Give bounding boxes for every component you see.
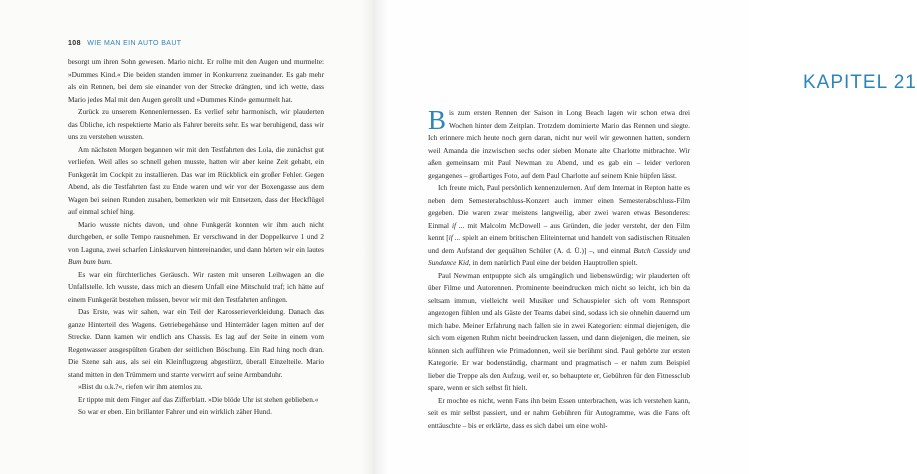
text-run: »Bist du o.k.?«, riefen wir ihm atemlos zu. (78, 382, 203, 391)
paragraph (68, 219, 324, 269)
paragraph (68, 394, 324, 407)
italic-text: if ... (448, 233, 461, 242)
running-head (68, 40, 181, 47)
italic-text: if ... (452, 220, 465, 230)
paragraph (68, 144, 324, 219)
text-run: Er mochte es nicht, wenn Fans ihn beim Essen unterbrachen, was ich verstehen kann, seit es mir selbst passiert, und er nahm Gebühren für Autogramme, was die Fans oft enttäuschte – bis er erklärte, dass es sich dabei um eine wohl- (428, 395, 690, 430)
text-run: Das Erste, was wir sahen, war ein Teil der Karosserieverkleidung. Danach das ganze Hinterteil des Wagens. Getriebegehäuse und Hinterräder lagen mitten auf der Strecke. Dann kamen wir endlich ans Chassis. Es lag auf der Seite in einem vom Regenwasser ausgespülten Graben der seitlichen Böschung. Ein Rad hing noch dran. Die Szene sah aus, als sei ein Kleinflugzeug abgestürzt, überall Einzelteile. Mario stand mitten in den Trümmern und starrte verwirrt auf seine Armbanduhr. (68, 307, 324, 379)
text-run: Es war ein fürchterliches Geräusch. Wir rasten mit unseren Leihwagen an die Unfallstelle. Ich wusste, dass mich an diesem Unfall eine Mitschuld traf; ich hätte auf einem Funkgerät bestehen müssen, bevor wir mit den Testfahrten anfingen. (68, 269, 324, 304)
text-run: besorgt um ihren Sohn gewesen. Mario nicht. Er rollte mit den Augen und murmelte: »Dummes Kind.« Die beiden standen immer in Konkurrenz zueinander. Es gab mehr als ein Rennen, bei dem sie einander von der Strecke drängten, und ich wette, dass Mario jedes Mal mit den Augen gerollt und »Dummes Kind« gemurmelt hat. (68, 57, 324, 104)
text-run: , in dem natürlich Paul eine der beiden Hauptrollen spielt. (468, 258, 638, 267)
left-page (0, 0, 375, 474)
text-run: . (110, 257, 112, 266)
text-run: is zum ersten Rennen der Saison in Long Beach lagen wir schon etwa drei Wochen hinter dem Zeitplan. Trotzdem dominierte Mario das Rennen und siegte. Ich erinnere mich heute noch gern daran, nicht nur weil wir gewonnen hatten, sondern weil Amanda die inzwischen sechs oder sieben Monate alte Charlotte mitbrachte. Wir aßen gemeinsam mit Paul Newman zu Abend, und es gab ein – leider verloren gegangenes – großartiges Foto, auf dem Paul Charlotte auf seinem Knie hüpfen lässt. (428, 108, 690, 180)
book-gutter (362, 0, 388, 474)
paragraph (68, 306, 324, 381)
text-run: mit Malcolm McDowell – aus Gründen, die jeder versteht, der den Film kennt [ (428, 220, 690, 242)
paragraph (428, 395, 690, 433)
paragraph (68, 381, 324, 394)
drop-cap: B (428, 105, 447, 135)
text-run: Paul Newman entpuppte sich als umgänglich und liebenswürdig; wir plauderten oft über Filme und Autorennen. Prominente beeindrucken mich nicht so leicht, ich bin da seltsam immun, vielleicht weil Musiker und Schauspieler sich oft vom Rennsport angezogen fühlen und als Gäste der Teams dabei sind, sodass ich sie ohnehin dauernd um mich habe. Meiner Erfahrung nach fallen sie in zwei Kategorien: einmal diejenigen, die sich vom eigenen Ruhm nicht beeindrucken lassen, und dann diejenigen, die meinen, sie können sich aufführen wie Primadonnen, weil sie berühmt sind. Paul gehörte zur ersten Kategorie. Er war bodenständig, charmant und pragmatisch – er nahm zum Beispiel lieber die Treppe als den Aufzug, weil er, so behauptete er, Gebühren für den Fitnessclub spare, wenn er sich selbst fit hielt. (428, 270, 690, 392)
running-head-title: WIE MAN EIN AUTO BAUT (87, 40, 182, 47)
text-run: Ich freute mich, Paul persönlich kennenzulernen. Auf dem Internat in Repton hatte es neben dem Semesterabschluss-Konzert auch immer einen Semesterabschluss-Film gegeben. Die waren zwar meistens langweilig, aber zwei waren etwas Besonderes: Einmal (428, 183, 690, 230)
italic-text: Bum bum bum (68, 257, 111, 266)
italic-text: Butch Cassidy und Sundance Kid (428, 245, 690, 267)
text-run: Er tippte mit dem Finger auf das Zifferblatt. »Die blöde Uhr ist stehen geblieben.« (78, 394, 319, 404)
left-body-text (68, 56, 324, 419)
chapter-heading: KAPITEL 21 (803, 72, 917, 93)
page-number: 108 (68, 40, 81, 47)
right-page (375, 0, 917, 474)
paragraph (68, 56, 324, 106)
text-run: spielt an einem britischen Eliteinternat und handelt von sadistischen Ritualen und dem Aufstand der gequälten Schüler (A. d. Ü.)] –, und einmal (428, 233, 690, 255)
paragraph (428, 270, 690, 395)
paragraph (428, 107, 690, 182)
text-run: Mario wusste nichts davon, und ohne Funkgerät konnten wir ihm auch nicht durchgeben, er solle Tempo rausnehmen. Er verschwand in der Doppelkurve 1 und 2 von Laguna, zwei scharfen Linkskurven hintereinander, und dann hörten wir ein lautes (68, 219, 324, 254)
paragraph (428, 182, 690, 270)
text-run: So war er eben. Ein brillanter Fahrer und ein wirklich zäher Hund. (78, 407, 272, 416)
text-run: Zurück zu unserem Kennenlernessen. Es verlief sehr harmonisch, wir plauderten das Übliche, ich respektierte Mario als Fahrer bereits sehr. Es war beruhigend, dass wir uns zu verstehen wussten. (68, 107, 324, 141)
right-body-text (428, 107, 690, 432)
paragraph (68, 106, 324, 144)
text-run: Am nächsten Morgen begannen wir mit den Testfahrten des Lola, die zunächst gut verliefen. Weil alles so schnell gehen musste, hatten wir aber keine Zeit gehabt, ein Funkgerät im Cockpit zu installieren. Das war im Rückblick ein großer Fehler. Gegen Abend, als die Testfahrten fast zu Ende waren und wir vor der Boxengasse aus dem Wagen bei seinen Runden zusahen, bemerkten wir mit Entsetzen, dass der Heckflügel auf einmal schief hing. (68, 144, 324, 216)
paragraph (68, 406, 324, 419)
paragraph (68, 269, 324, 307)
